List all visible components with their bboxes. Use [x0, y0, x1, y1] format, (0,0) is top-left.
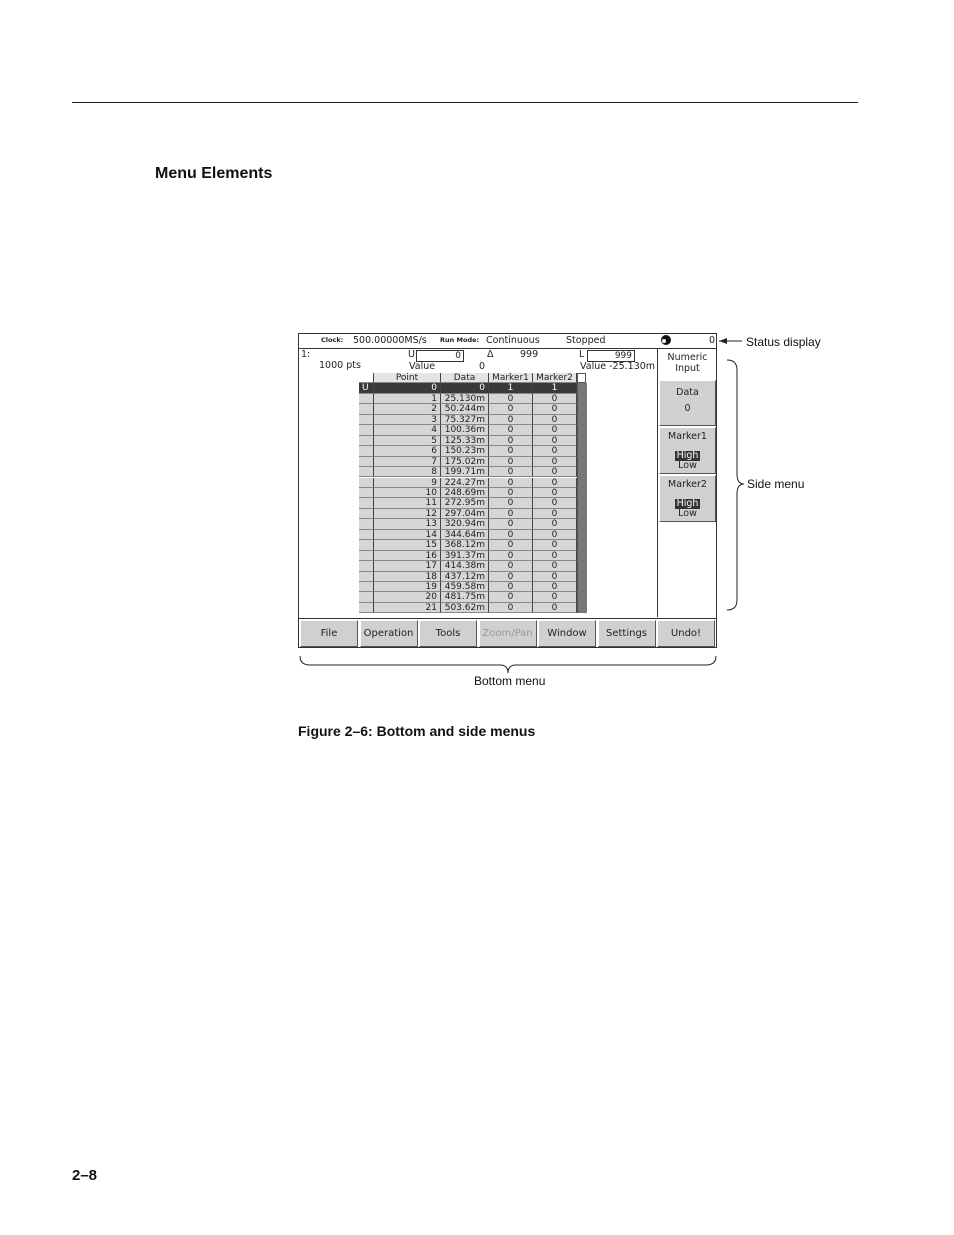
table-cell: 437.12m [441, 572, 489, 582]
table-cell: 10 [374, 488, 441, 498]
marker2-low-option: Low [678, 508, 697, 519]
table-cell: 5 [374, 436, 441, 446]
figure-caption: Figure 2–6: Bottom and side menus [298, 723, 536, 739]
table-cell: 0 [489, 415, 533, 425]
bottom-menu-tools-button[interactable]: Tools [419, 620, 477, 647]
table-cell: 0 [489, 404, 533, 414]
marker2-button-label: Marker2 [668, 479, 707, 490]
bottom-menu-undo-button[interactable]: Undo! [657, 620, 715, 647]
table-cell: 481.75m [441, 592, 489, 602]
column-header: Marker2 [533, 373, 577, 383]
channel-label: 1: [301, 349, 311, 360]
table-cell: 150.23m [441, 446, 489, 456]
table-cell: 368.12m [441, 540, 489, 550]
delta-label: Δ [487, 349, 494, 360]
table-cell: 17 [374, 561, 441, 571]
table-cell: 320.94m [441, 519, 489, 529]
table-cell: 0 [489, 457, 533, 467]
column-header: Marker1 [489, 373, 533, 383]
table-cell: 0 [489, 519, 533, 529]
bottom-menu-callout: Bottom menu [474, 674, 546, 688]
table-cell: 50.244m [441, 404, 489, 414]
table-cell: 25.130m [441, 394, 489, 404]
table-cell: 125.33m [441, 436, 489, 446]
table-cell: 0 [533, 457, 577, 467]
table-cell: 0 [533, 509, 577, 519]
table-cell: 0 [489, 540, 533, 550]
marker1-button-label: Marker1 [668, 431, 707, 442]
table-cell: 0 [533, 540, 577, 550]
table-cell: 0 [533, 561, 577, 571]
table-cell: 12 [374, 509, 441, 519]
table-cell: 2 [374, 404, 441, 414]
delta-value: 999 [520, 349, 539, 360]
u-cursor-field[interactable]: 0 [416, 350, 464, 362]
table-cell: 0 [489, 561, 533, 571]
table-cell: 0 [533, 498, 577, 508]
bottom-menu-window-button[interactable]: Window [538, 620, 596, 647]
table-cell: 0 [533, 488, 577, 498]
table-cell: 0 [533, 467, 577, 477]
table-cell: 9 [374, 478, 441, 488]
table-cell: 0 [441, 383, 489, 393]
table-cell: 4 [374, 425, 441, 435]
table-cell: 0 [533, 446, 577, 456]
table-cell: 0 [489, 572, 533, 582]
u-label: U [408, 349, 415, 360]
table-cell: 8 [374, 467, 441, 477]
table-cell: 0 [533, 415, 577, 425]
table-cell: 11 [374, 498, 441, 508]
run-state: Stopped [566, 335, 606, 346]
run-mode-value: Continuous [486, 335, 540, 346]
value-u-label: Value [409, 361, 436, 372]
table-cell: 0 [489, 582, 533, 592]
table-cell: 224.27m [441, 478, 489, 488]
page-number: 2–8 [72, 1167, 98, 1184]
table-cell: 0 [489, 446, 533, 456]
l-cursor-field[interactable]: 999 [587, 350, 635, 362]
value-u: 0 [479, 361, 486, 372]
table-cell: 0 [533, 519, 577, 529]
status-display-callout: Status display [746, 335, 821, 349]
table-cell: 503.62m [441, 603, 489, 613]
section-title: Menu Elements [155, 165, 273, 182]
table-cell: 0 [533, 551, 577, 561]
data-button-label: Data [676, 387, 699, 398]
table-cell: 0 [533, 592, 577, 602]
table-cell: 459.58m [441, 582, 489, 592]
bottom-menu-file-button[interactable]: File [300, 620, 358, 647]
table-cell: 20 [374, 592, 441, 602]
table-cell: 16 [374, 551, 441, 561]
table-cell: 0 [489, 551, 533, 561]
column-header: Point [374, 373, 441, 383]
table-cell: 75.327m [441, 415, 489, 425]
table-cell: 0 [533, 603, 577, 613]
table-cell: 272.95m [441, 498, 489, 508]
table-cell: 0 [489, 467, 533, 477]
table-cell: 414.38m [441, 561, 489, 571]
table-cell: 0 [533, 478, 577, 488]
table-cell: 0 [533, 582, 577, 592]
table-cell: 344.64m [441, 530, 489, 540]
table-cell: 0 [489, 530, 533, 540]
value-l: Value -25.130m [580, 361, 656, 372]
bottom-menu-zoom-pan-button[interactable]: Zoom/Pan [479, 620, 537, 647]
table-cell: 391.37m [441, 551, 489, 561]
status-count: 0 [709, 335, 716, 346]
points-label: 1000 pts [319, 360, 361, 371]
table-cell: 14 [374, 530, 441, 540]
table-cell: 21 [374, 603, 441, 613]
table-cell: 0 [489, 592, 533, 602]
side-menu-callout: Side menu [747, 477, 805, 491]
data-button-value: 0 [684, 403, 691, 414]
table-cell: 0 [533, 404, 577, 414]
table-cell: 1 [374, 394, 441, 404]
table-cell: 0 [489, 509, 533, 519]
table-cell: 0 [489, 436, 533, 446]
clock-value: 500.00000MS/s [353, 335, 427, 346]
marker1-high-option: High [676, 450, 699, 461]
column-header: Data [441, 373, 489, 383]
table-cell: 6 [374, 446, 441, 456]
table-cell: 1 [489, 383, 533, 393]
table-cell: 0 [489, 425, 533, 435]
table-cell: 1 [533, 383, 577, 393]
bottom-menu-settings-button[interactable]: Settings [598, 620, 656, 647]
table-cell: 18 [374, 572, 441, 582]
bottom-menu-operation-button[interactable]: Operation [360, 620, 418, 647]
table-cell: 0 [489, 603, 533, 613]
table-cell: 7 [374, 457, 441, 467]
table-cell: 13 [374, 519, 441, 529]
table-cell: 0 [489, 478, 533, 488]
table-cell: 0 [489, 488, 533, 498]
table-cell: 19 [374, 582, 441, 592]
side-menu-title-line2: Input [675, 363, 700, 374]
clock-label: Clock: [321, 336, 344, 344]
table-cell: 199.71m [441, 467, 489, 477]
table-cell: 100.36m [441, 425, 489, 435]
table-cell: 0 [374, 383, 441, 393]
table-cell: 0 [489, 394, 533, 404]
table-cell: 175.02m [441, 457, 489, 467]
side-menu-title-line1: Numeric [667, 352, 708, 363]
table-cell: 0 [533, 425, 577, 435]
marker1-low-option: Low [678, 460, 697, 471]
run-mode-label: Run Mode: [440, 336, 480, 344]
marker2-high-option: High [676, 498, 699, 509]
table-cell: 0 [533, 530, 577, 540]
l-label: L [579, 349, 585, 360]
table-cell: 3 [374, 415, 441, 425]
table-cell: 15 [374, 540, 441, 550]
table-cell: 0 [533, 436, 577, 446]
table-cell: 0 [533, 572, 577, 582]
table-cell: 0 [533, 394, 577, 404]
table-cell: 297.04m [441, 509, 489, 519]
table-cell: 0 [489, 498, 533, 508]
table-cell: U [359, 383, 374, 393]
table-cell: 248.69m [441, 488, 489, 498]
